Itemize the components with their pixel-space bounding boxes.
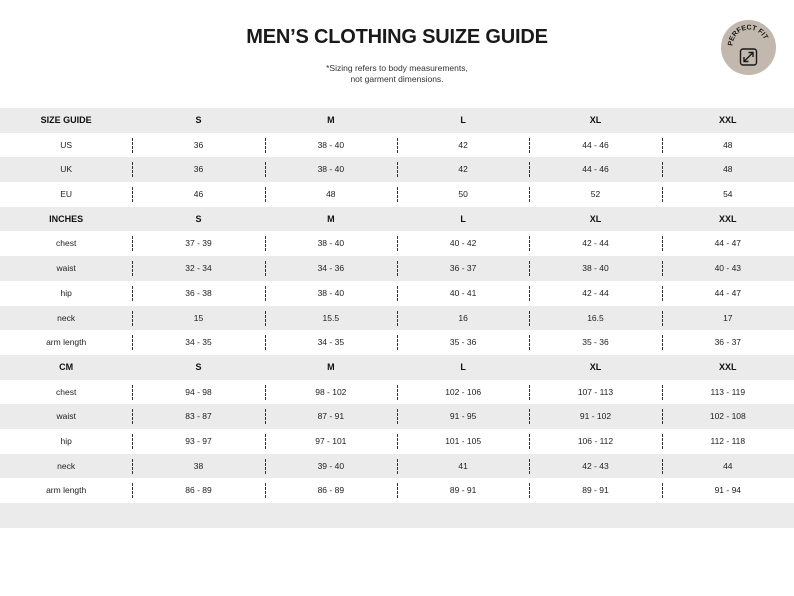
table-row: [0, 256, 794, 281]
table-cell: 42 - 44: [529, 281, 661, 306]
size-header-xxl: XXL: [719, 361, 737, 372]
table-cell: 42: [397, 133, 529, 158]
table-cell: 44 - 46: [529, 157, 661, 182]
table-cell: 83 - 87: [132, 404, 264, 429]
table-cell: 54: [662, 182, 794, 207]
size-header-l: L: [460, 115, 466, 125]
row-label: waist: [56, 263, 76, 274]
cm-header-row: [0, 355, 794, 380]
table-cell: 98 - 102: [265, 380, 397, 405]
section-header-cm: CM: [59, 361, 74, 372]
table-cell: 38 - 40: [265, 133, 397, 158]
table-cell: 48: [662, 133, 794, 158]
table-cell: 40 - 43: [662, 256, 794, 281]
sizing-note-line-1: *Sizing refers to body measurements,: [326, 63, 468, 73]
table-cell: 36: [132, 133, 264, 158]
table-row: [0, 380, 794, 405]
table-cell: 46: [132, 182, 264, 207]
table-cell: 42 - 43: [529, 454, 661, 479]
row-label: EU: [60, 189, 73, 200]
table-cell: 89 - 91: [397, 478, 529, 503]
section-header-size-guide: SIZE GUIDE: [40, 115, 92, 125]
table-cell: 41: [397, 454, 529, 479]
table-row: [0, 330, 794, 355]
table-row: [0, 478, 794, 503]
table-cell: 91 - 95: [397, 404, 529, 429]
table-cell: 36 - 37: [397, 256, 529, 281]
table-cell: 48: [265, 182, 397, 207]
table-cell: 44 - 47: [662, 281, 794, 306]
table-cell: 15: [132, 306, 264, 331]
table-row: [0, 157, 794, 182]
table-cell: 36 - 37: [662, 330, 794, 355]
table-cell: 97 - 101: [265, 429, 397, 454]
table-cell: 86 - 89: [132, 478, 264, 503]
table-cell: 42: [397, 157, 529, 182]
sizing-note: [0, 63, 794, 85]
size-header-m: M: [327, 115, 335, 125]
row-label: US: [60, 139, 73, 150]
table-cell: 44: [662, 454, 794, 479]
size-header-xxl: XXL: [719, 213, 737, 224]
table-cell: 16: [397, 306, 529, 331]
table-cell: 40 - 42: [397, 231, 529, 256]
table-row: [0, 454, 794, 479]
size-header-xxl: XXL: [719, 115, 737, 125]
table-cell: 35 - 36: [529, 330, 661, 355]
size-header-s: S: [195, 361, 202, 372]
row-label: neck: [57, 460, 76, 471]
table-cell: 16.5: [529, 306, 661, 331]
table-cell: 17: [662, 306, 794, 331]
inches-header-row: [0, 207, 794, 232]
table-cell: 39 - 40: [265, 454, 397, 479]
table-cell: 38 - 40: [265, 231, 397, 256]
table-cell: 52: [529, 182, 661, 207]
size-header-m: M: [327, 213, 335, 224]
row-label: arm length: [46, 485, 87, 496]
size-header-m: M: [327, 361, 335, 372]
table-cell: 38 - 40: [529, 256, 661, 281]
row-label: UK: [60, 164, 73, 175]
table-cell: 94 - 98: [132, 380, 264, 405]
table-cell: 35 - 36: [397, 330, 529, 355]
table-cell: 102 - 108: [662, 404, 794, 429]
size-header-l: L: [460, 213, 466, 224]
perfect-fit-badge: [721, 20, 776, 75]
table-cell: 50: [397, 182, 529, 207]
table-cell: 38: [132, 454, 264, 479]
table-cell: 93 - 97: [132, 429, 264, 454]
size-header-l: L: [460, 361, 466, 372]
table-cell: 34 - 35: [132, 330, 264, 355]
section-header-inches: INCHES: [49, 213, 84, 224]
size-header-s: S: [195, 213, 202, 224]
table-cell: 91 - 102: [529, 404, 661, 429]
table-cell: 37 - 39: [132, 231, 264, 256]
table-cell: 86 - 89: [265, 478, 397, 503]
row-label: chest: [56, 238, 77, 249]
table-cell: 91 - 94: [662, 478, 794, 503]
page-title: MEN’S CLOTHING SUIZE GUIDE: [246, 26, 548, 48]
row-label: hip: [60, 287, 72, 298]
table-cell: 48: [662, 157, 794, 182]
size-header-xl: XL: [589, 115, 602, 125]
table-cell: 113 - 119: [662, 380, 794, 405]
row-label: waist: [56, 411, 76, 422]
row-label: chest: [56, 386, 77, 397]
table-cell: 36: [132, 157, 264, 182]
table-cell: 34 - 35: [265, 330, 397, 355]
table-cell: 40 - 41: [397, 281, 529, 306]
table-cell: 32 - 34: [132, 256, 264, 281]
table-row: [0, 133, 794, 158]
perfect-fit-badge-graphic: [721, 20, 776, 75]
size-header-s: S: [195, 115, 202, 125]
row-label: hip: [60, 435, 72, 446]
table-row: [0, 231, 794, 256]
size-header-xl: XL: [589, 213, 602, 224]
row-label: arm length: [46, 337, 87, 348]
badge-text: PERFECT FIT: [727, 24, 769, 47]
size-guide-header-row: [0, 108, 794, 133]
table-cell: 102 - 106: [397, 380, 529, 405]
table-cell: 38 - 40: [265, 157, 397, 182]
table-cell: 107 - 113: [529, 380, 661, 405]
table-cell: 101 - 105: [397, 429, 529, 454]
table-cell: 44 - 47: [662, 231, 794, 256]
sizing-note-line-2: not garment dimensions.: [350, 74, 444, 84]
table-cell: 42 - 44: [529, 231, 661, 256]
table-cell: 106 - 112: [529, 429, 661, 454]
table-cell: 36 - 38: [132, 281, 264, 306]
row-label: neck: [57, 312, 76, 323]
table-row: [0, 429, 794, 454]
table-footer-band: [0, 503, 794, 528]
table-row: [0, 281, 794, 306]
table-cell: 44 - 46: [529, 133, 661, 158]
table-cell: 87 - 91: [265, 404, 397, 429]
table-cell: 34 - 36: [265, 256, 397, 281]
size-header-xl: XL: [589, 361, 602, 372]
table-row: [0, 306, 794, 331]
size-table: [0, 108, 794, 528]
table-cell: 15.5: [265, 306, 397, 331]
table-cell: 38 - 40: [265, 281, 397, 306]
resize-arrow-icon: [741, 49, 757, 65]
table-row: [0, 182, 794, 207]
table-row: [0, 404, 794, 429]
table-cell: 112 - 118: [662, 429, 794, 454]
table-cell: 89 - 91: [529, 478, 661, 503]
